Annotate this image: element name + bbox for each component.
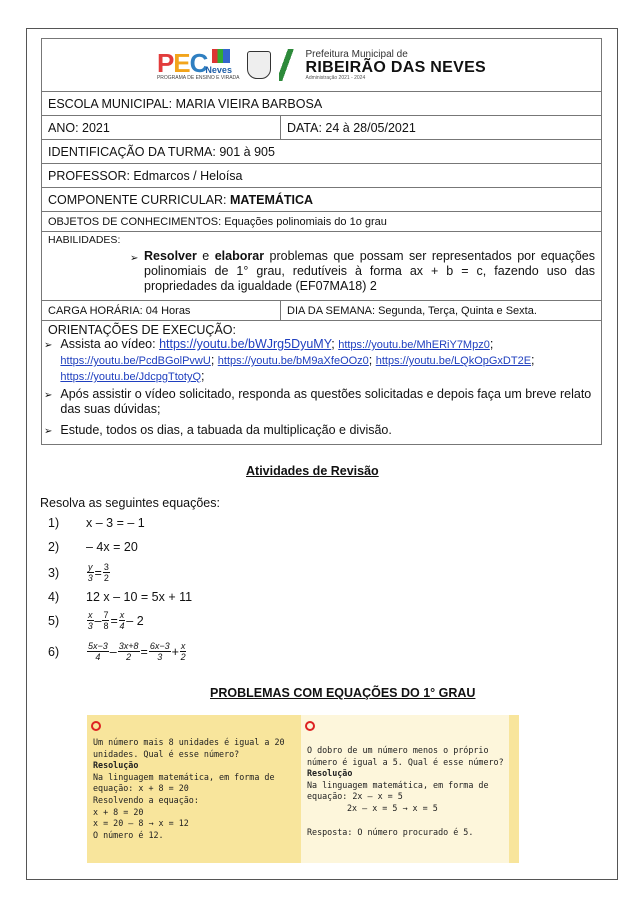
example-problem-right: O dobro de um número menos o próprio número é igual a 5. Qual é esse número? Resolução Na linguagem matemática, em forma de equação: 2x – x = 5 2x – x = 5 → x = 5 Resposta: O número procurado é 5. (301, 715, 509, 863)
equation-item-6: 6) $\frac{5x-3}{4}$ – $\frac{3x+8}{2}$ = $\frac{6x-3}{3}$ + $\frac{x}{2}$ (48, 641, 186, 662)
header-table (41, 38, 602, 445)
problemas-title: PROBLEMAS COM EQUAÇÕES DO 1° GRAU (210, 686, 476, 700)
video-link-5[interactable]: https://youtu.be/LQkOpGxDT2E (375, 355, 532, 367)
logo-row (42, 39, 602, 92)
video-link-4[interactable]: https://youtu.be/bM9aXfeOOz0 (217, 355, 369, 367)
dia-field: DIA DA SEMANA: Segunda, Terça, Quinta e Sexta. (281, 301, 602, 321)
escola-field: ESCOLA MUNICIPAL: MARIA VIEIRA BARBOSA (42, 92, 602, 116)
prefeitura-logo-mark (279, 49, 297, 81)
arrow-bullet-icon: ➢ (44, 390, 53, 401)
data-field: DATA: 24 à 28/05/2021 (281, 116, 602, 140)
arrow-bullet-icon: ➢ (44, 426, 53, 437)
pec-logo: PEC Neves PROGRAMA DE ENSINO E VIRADA (156, 48, 240, 81)
equation-item-1: 1) x – 3 = – 1 (48, 516, 145, 530)
orientacoes-field: ORIENTAÇÕES DE EXECUÇÃO: ➢ Assista ao vídeo: https://youtu.be/bWJrg5DyuMY; https://youtu.be/MhERiY7Mpz0; https://youtu.be/PcdBGolPvwU; https://youtu.be/bM9aXfeOOz0; https://youtu.be/LQkOpGxDT2E; https://youtu.be/JdcpgTtotyQ; ➢ Após assistir o vídeo solicitado, responda as questões solicitadas e depois faça um breve relato das suas dúvidas; ➢ Estude, todos os dias, a tabuada da multiplicação e divisão. (42, 321, 602, 445)
revisao-title: Atividades de Revisão (246, 464, 379, 478)
video-link-1[interactable]: https://youtu.be/bWJrg5DyuMY (159, 337, 332, 351)
ano-field: ANO: 2021 (42, 116, 281, 140)
example-problems-image (87, 715, 519, 863)
habilidades-field: HABILIDADES: ➢ Resolver e elaborar problemas que possam ser representados por equações polinomiais de 1° grau, redutíveis à forma ax + b = c, fazendo uso das propriedades da igualdade (EF07MA18) 2 (42, 232, 602, 301)
turma-field: IDENTIFICAÇÃO DA TURMA: 901 à 905 (42, 140, 602, 164)
arrow-bullet-icon: ➢ (130, 253, 139, 264)
prefeitura-logo: Prefeitura Municipal de RIBEIRÃO DAS NEVES Administração 2021 - 2024 (305, 48, 487, 81)
equation-item-5: 5) $\frac{x}{3}$ – $\frac{7}{8}$ = $\frac{x}{4}$ – 2 (48, 610, 144, 631)
componente-field: COMPONENTE CURRICULAR: MATEMÁTICA (42, 188, 602, 212)
equation-item-4: 4) 12 x – 10 = 5x + 11 (48, 590, 193, 604)
professor-field: PROFESSOR: Edmarcos / Heloísa (42, 164, 602, 188)
revisao-instruction: Resolva as seguintes equações: (40, 496, 220, 510)
example-problem-left: Um número mais 8 unidades é igual a 20 unidades. Qual é esse número? Resolução Na linguagem matemática, em forma de equação: x + 8 = 20 Resolvendo a equação: x + 8 = 20 x = 20 – 8 → x = 12 O número é 12. (87, 715, 295, 863)
video-link-3[interactable]: https://youtu.be/PcdBGolPvwU (60, 355, 211, 367)
equation-item-2: 2) – 4x = 20 (48, 540, 138, 554)
arrow-bullet-icon: ➢ (44, 340, 53, 351)
objetos-field: OBJETOS DE CONHECIMENTOS: Equações polinomiais do 1o grau (42, 212, 602, 232)
video-link-6[interactable]: https://youtu.be/JdcpgTtotyQ (60, 371, 202, 383)
video-link-2[interactable]: https://youtu.be/MhERiY7Mpz0 (338, 339, 490, 351)
target-icon (305, 721, 315, 731)
target-icon (91, 721, 101, 731)
city-crest-icon (247, 51, 271, 79)
equation-item-3: 3) $\frac{y}{3}$ = $\frac{3}{2}$ (48, 562, 109, 583)
books-icon (212, 49, 230, 63)
carga-field: CARGA HORÁRIA: 04 Horas (42, 301, 281, 321)
